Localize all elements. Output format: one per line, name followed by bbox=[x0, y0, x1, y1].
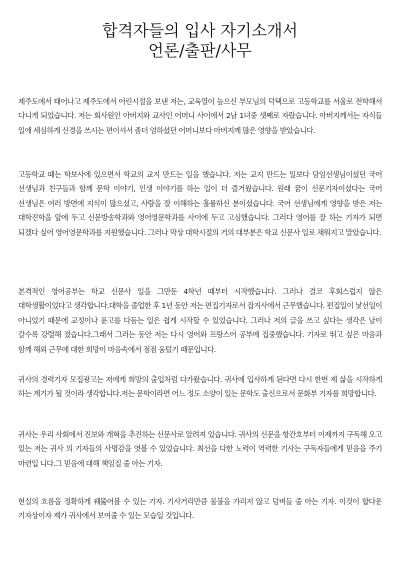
document-subtitle: 언론/출판/사무 bbox=[148, 41, 252, 60]
paragraph-family-background: 제주도에서 태어나고 제주도에서 어린시절을 보낸 저는, 교육열이 높으신 부모님의 덕택으로 고등학교를 서울로 전학해서 다니게 되었습니다. 저는 회사원인 아버지와 교사인 어머니 사이에서 2남 1녀중 셋째로 자랐습니다. 아버지께서는 자식들 일에 세심하게 신경을 쓰시는 편이셔서 좀더 엄하셨던 어머니보다 아버지께 많은 영향을 받았습니다. bbox=[18, 97, 382, 135]
paragraph-closing: 현실의 흐름을 정확하게 꿰뚫어볼 수 있는 기자. 기사거리만큼 물불을 가리지 않고 덤벼들 줄 아는 기자. 이것이 합다운 기자상이자 제가 귀사에서 보여줄 수 있는 모습일 것입니다. bbox=[18, 497, 382, 521]
document-title: 합격자들의 입사 자기소개서 bbox=[102, 21, 298, 40]
paragraph-motivation: 귀사의 경력기자 모집광고는 저에게 희망의 출입처럼 다가왔습니다. 귀사에 입사하게 된다면 다시 한번 제 삶을 시작하게 하는 계기가 될 것이라 생각합니다.저는 문학이라면 어느 정도 소양이 있는 문학도 출신으로서 문화부 기자를 희망합니다. bbox=[18, 375, 382, 399]
paragraph-school-years: 고등학교 때는 학보사에 있으면서 학교의 교지 만드는 일을 했습니다. 저는 교지 만드는 일보다 담임선생님이셨던 국어 선생님과 친구들과 함께 문학 이야기, 인생 이야기를 하는 일이 더 즐거웠습니다. 원래 꿈이 신문기자이셨다는 국어 선생님은 여러 방면에 지식이 많으셨고, 사람을 잘 이해하는 훌륭하신 분이셨습니다. 국어 선생님에게 영향을 받은 저는 대학진학을 앞에 두고 신문방송학과와 영어영문학과를 사이에 두고 고심했습니다. 그러다 영어를 잘 하는 기자가 되면 되겠다 싶어 영어영문학과를 지원했습니다. 그러나 막상 대학시절의 거의 대부분은 학교 신문사 일로 채워지고 말았습니다. bbox=[18, 170, 382, 237]
paragraph-company-view: 귀사는 우리 사회에서 진보와 개혁을 추진하는 신문사로 알려져 있습니다. 귀사의 신문을 항간호부터 이제까지 구독해 오고 있는 저는 귀사 의 기자들의 사명감을 엿볼 수 있었습니다. 최선을 다한 노력이 역력한 기사는 구독자들에게 믿음을 주기 마련입 니다.그 믿음에 대해 책임질 줄 아는 기자. bbox=[18, 430, 382, 468]
paragraph-career: 본격적인 영어공부는 학교 신문사 일을 그만둔 4학년 때부터 시작했습니다. 그러나 결코 후회스럽지 않은 대학생활이었다고 생각합니다.대학을 졸업한 후 1년 동안 저는 편집기자로서 잡지사에서 근무했습니다. 편집일이 낯선일이 아니었기 때문에 교정이나 윤고를 다듬는 일은 쉽게 시작할 수 있었습니다. 그러나 저의 글을 쓰고 싶다는 생각은 날이 갈수록 강렬해 졌습니다.그래서 그러는 동안 저는 다시 영어와 프랑스어 공부에 집중했습니다. 기자로 뛰고 싶은 마음과 함께 해외 근무에 대한 희망이 마음속에서 점점 움텄기 때문입니다. bbox=[18, 287, 382, 354]
